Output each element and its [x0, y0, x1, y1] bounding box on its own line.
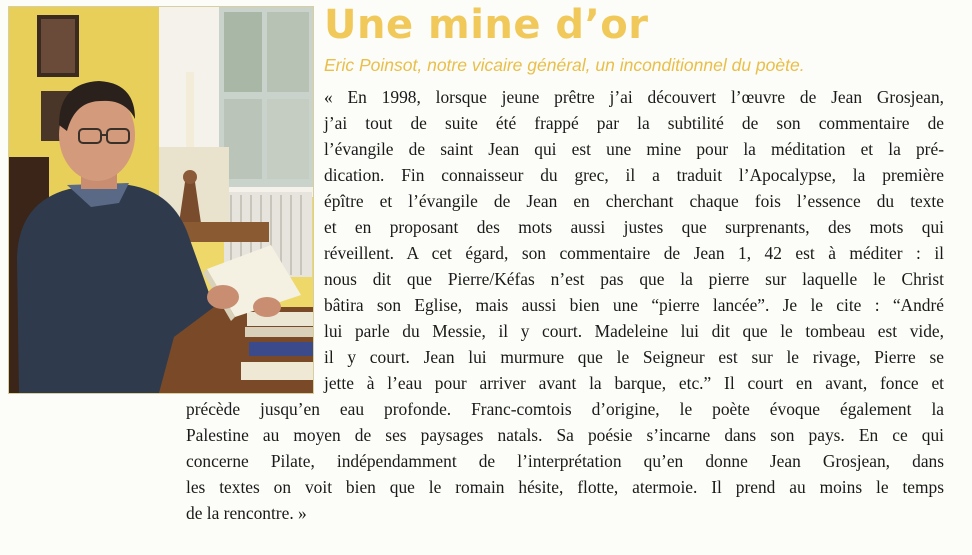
- body-line-17: de la rencontre. »: [186, 503, 307, 523]
- body-line-16: les textes on voit bien que le romain hésite, flotte, atermoie. Il prend au moins le temps: [186, 477, 944, 497]
- article-subtitle: Eric Poinsot, notre vicaire général, un inconditionnel du poète.: [324, 55, 805, 75]
- article-title: Une mine d’or: [324, 2, 649, 48]
- body-line-10: lui parle du Messie, il y court. Madeleine lui dit que le tombeau est vide,: [324, 321, 944, 341]
- body-line-3: l’évangile de saint Jean qui est une mine pour la méditation et la pré-: [324, 139, 944, 159]
- body-line-6: et en proposant des mots aussi justes que surprenants, des mots qui: [324, 217, 944, 237]
- body-line-4: dication. Fin connaisseur du grec, il a traduit l’Apocalypse, la première: [324, 165, 944, 185]
- photo-man-reading-book: [9, 7, 313, 393]
- body-line-14: Palestine au moyen de ses paysages natals. Sa poésie s’incarne dans son pays. En ce qui: [186, 425, 944, 445]
- body-line-12: jette à l’eau pour arriver avant la barque, etc.” Il court en avant, fonce et: [324, 373, 944, 393]
- body-line-15: concerne Pilate, indépendamment de l’interprétation qu’en donne Jean Grosjean, dans: [186, 451, 944, 471]
- body-line-11: il y court. Jean lui murmure que le Seigneur est sur le rivage, Pierre se: [324, 347, 944, 367]
- body-line-2: j’ai tout de suite été frappé par la subtilité de son commentaire de: [324, 113, 944, 133]
- body-line-13: précède jusqu’en eau profonde. Franc-comtois d’origine, le poète évoque également la: [186, 399, 944, 419]
- body-line-7: réveillent. A cet égard, son commentaire de Jean 1, 42 est à méditer : il: [324, 243, 944, 263]
- body-line-1: « En 1998, lorsque jeune prêtre j’ai découvert l’œuvre de Jean Grosjean,: [324, 87, 944, 107]
- body-line-5: épître et l’évangile de Jean en cherchant chaque fois l’essence du texte: [324, 191, 944, 211]
- body-line-8: nous dit que Pierre/Kéfas n’est pas que la pierre sur laquelle le Christ: [324, 269, 944, 289]
- article-photo: [8, 6, 314, 394]
- body-line-9: bâtira son Eglise, mais aussi bien une “pierre lancée”. Je le cite : “André: [324, 295, 944, 315]
